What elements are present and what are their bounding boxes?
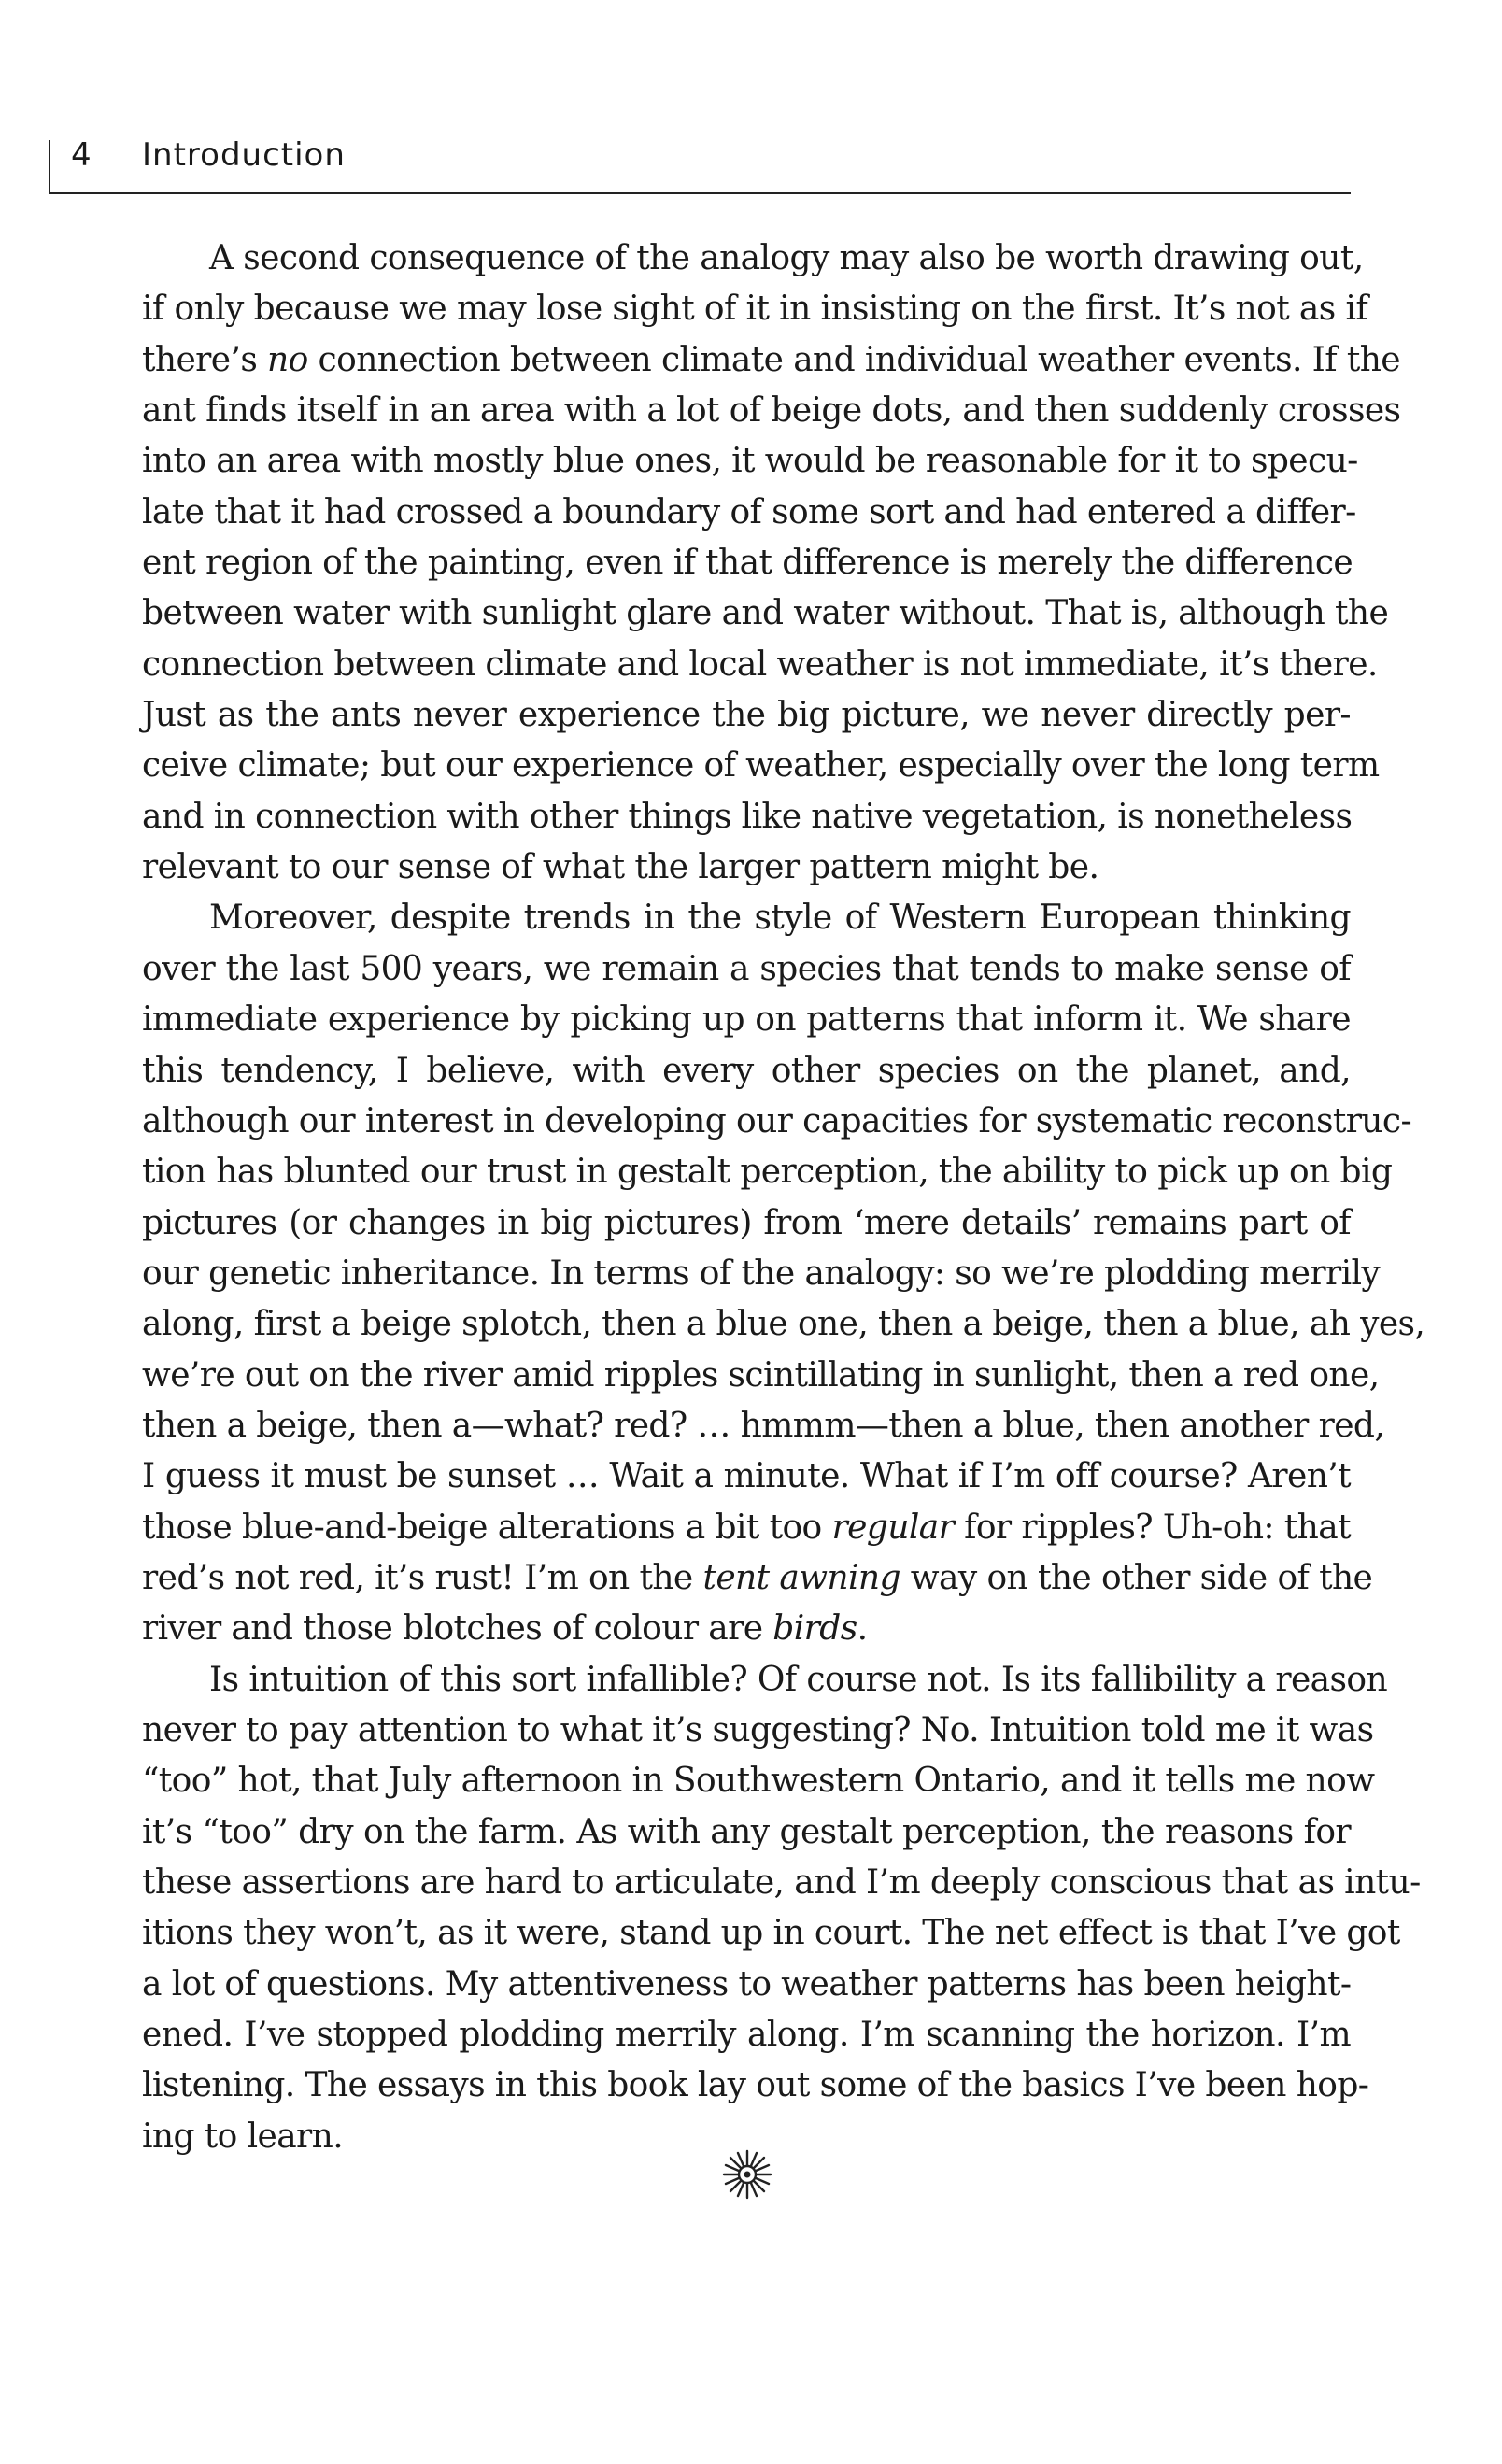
text-line: along, first a beige splotch, then a blue one, then a beige, then a blue, ah yes,: [142, 1305, 1425, 1344]
emphasis: tent awning: [702, 1558, 900, 1597]
text-line: ceive climate; but our experience of weather, especially over the long term: [142, 746, 1380, 786]
text-line: red’s not red, it’s rust! I’m on the tent awning way on the other side of the: [142, 1558, 1373, 1597]
running-title: Introduction: [142, 136, 346, 174]
text-line: “too” hot, that July afternoon in Southwestern Ontario, and it tells me now: [142, 1762, 1375, 1801]
text-line: into an area with mostly blue ones, it would be reasonable for it to specu-: [142, 442, 1358, 481]
text-line: those blue-and-beige alterations a bit too regular for ripples? Uh-oh: that: [142, 1508, 1351, 1547]
emphasis: no: [267, 340, 308, 379]
text-line: we’re out on the river amid ripples scintillating in sunlight, then a red one,: [142, 1355, 1380, 1395]
header-left-rule: [49, 140, 50, 192]
text-line: ing to learn.: [142, 2117, 344, 2156]
text-line: and in connection with other things like native vegetation, is nonetheless: [142, 797, 1353, 836]
text-line: although our interest in developing our capacities for systematic reconstruc-: [142, 1101, 1412, 1140]
text-line: our genetic inheritance. In terms of the analogy: so we’re plodding merrily: [142, 1253, 1381, 1293]
text-line: ant finds itself in an area with a lot of beige dots, and then suddenly crosses: [142, 391, 1401, 431]
body-text: [142, 234, 1425, 2162]
text-line: ent region of the painting, even if that difference is merely the difference: [142, 544, 1353, 583]
text-line: I guess it must be sunset … Wait a minute. What if I’m off course? Aren’t: [142, 1457, 1351, 1496]
section-end-ornament-icon: [721, 2148, 773, 2201]
text-line: there’s no connection between climate and individual weather events. If the: [142, 340, 1400, 379]
text-line: never to pay attention to what it’s suggesting? No. Intuition told me it was: [142, 1710, 1374, 1749]
text-line: pictures (or changes in big pictures) from ‘mere details’ remains part of: [142, 1203, 1351, 1242]
emphasis: birds: [772, 1609, 857, 1649]
text-line: listening. The essays in this book lay out some of the basics I’ve been hop-: [142, 2066, 1369, 2105]
text-line: these assertions are hard to articulate, and I’m deeply conscious that as intu-: [142, 1863, 1421, 1902]
running-head: [49, 131, 1351, 194]
text-line: if only because we may lose sight of it in insisting on the first. It’s not as if: [142, 290, 1368, 329]
text-line: immediate experience by picking up on patterns that inform it. We share: [142, 1000, 1351, 1040]
text-line: Just as the ants never experience the big picture, we never directly per-: [142, 696, 1351, 735]
emphasis: regular: [831, 1508, 955, 1547]
text-line: river and those blotches of colour are birds.: [142, 1609, 868, 1649]
text-line: Moreover, despite trends in the style of Western European thinking: [209, 899, 1351, 938]
text-line: relevant to our sense of what the larger pattern might be.: [142, 848, 1099, 887]
text-line: between water with sunlight glare and water without. That is, although the: [142, 594, 1389, 633]
text-line: connection between climate and local weather is not immediate, it’s there.: [142, 644, 1378, 684]
text-line: a lot of questions. My attentiveness to weather patterns has been height-: [142, 1964, 1352, 2004]
text-line: itions they won’t, as it were, stand up in court. The net effect is that I’ve got: [142, 1914, 1400, 1953]
text-line: over the last 500 years, we remain a species that tends to make sense of: [142, 949, 1351, 988]
text-line: ened. I’ve stopped plodding merrily along. I’m scanning the horizon. I’m: [142, 2016, 1351, 2055]
text-line: then a beige, then a—what? red? … hmmm—then a blue, then another red,: [142, 1406, 1385, 1445]
text-line: tion has blunted our trust in gestalt perception, the ability to pick up on big: [142, 1153, 1393, 1192]
text-line: it’s “too” dry on the farm. As with any gestalt perception, the reasons for: [142, 1812, 1351, 1851]
text-line: this tendency, I believe, with every other species on the planet, and,: [142, 1051, 1351, 1090]
text-line: late that it had crossed a boundary of some sort and had entered a differ-: [142, 492, 1356, 531]
text-line: A second consequence of the analogy may also be worth drawing out,: [209, 239, 1364, 277]
text-line: Is intuition of this sort infallible? Of course not. Is its fallibility a reason: [209, 1660, 1388, 1699]
page-number: 4: [71, 136, 92, 174]
